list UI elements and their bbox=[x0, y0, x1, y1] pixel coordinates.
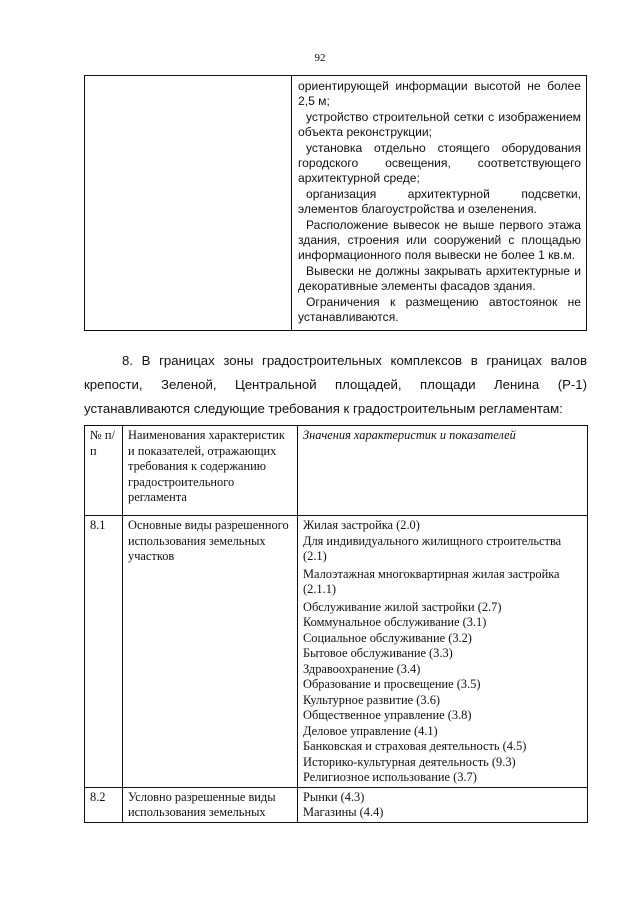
continuation-paragraph: Вывески не должны закрывать архитектурные и декоративные элементы фасадов здания. bbox=[298, 263, 581, 294]
row-name: Основные виды разрешенного использования земельных участков bbox=[123, 516, 298, 788]
row-number: 8.2 bbox=[85, 787, 123, 822]
value-item: Обслуживание жилой застройки (2.7) bbox=[303, 599, 502, 614]
header-name: Наименования характеристик и показателей, отражающих требования к содержанию градостроительного регламента bbox=[123, 426, 298, 516]
value-item: Социальное обслуживание (3.2) bbox=[303, 630, 472, 645]
continuation-paragraph: ориентирующей информации высотой не более 2,5 м; bbox=[298, 79, 581, 109]
row-values bbox=[298, 516, 588, 788]
continuation-paragraph: Расположение вывесок не выше первого этажа здания, строения или сооружений с площадью информационного поля вывески не более 1 кв.м. bbox=[298, 217, 581, 263]
continuation-paragraph: Ограничения к размещению автостоянок не устанавливаются. bbox=[298, 294, 581, 325]
value-item: Образование и просвещение (3.5) bbox=[303, 677, 481, 691]
continuation-paragraph: организация архитектурной подсветки, элементов благоустройства и озеленения. bbox=[298, 186, 581, 217]
header-values: Значения характеристик и показателей bbox=[298, 426, 588, 516]
value-item: Деловое управление (4.1) bbox=[303, 723, 438, 738]
value-item: Культурное развитие (3.6) bbox=[303, 692, 441, 707]
table-row bbox=[85, 516, 588, 788]
value-item: Коммунальное обслуживание (3.1) bbox=[303, 615, 487, 629]
continuation-table-divider bbox=[291, 76, 292, 330]
row-name: Условно разрешенные виды использования земельных bbox=[123, 787, 298, 822]
value-item: Общественное управление (3.8) bbox=[303, 708, 472, 722]
value-item: Историко-культурная деятельность (9.3) bbox=[303, 754, 516, 769]
value-item: Здравоохранение (3.4) bbox=[303, 661, 421, 676]
section-8-paragraph: 8. В границах зоны градостроительных комплексов в границах валов крепости, Зеленой, Центральной площадей, площади Ленина (Р-1) устанавливаются следующие требования к градостроительным регламентам: bbox=[84, 353, 587, 416]
value-item: Бытовое обслуживание (3.3) bbox=[303, 646, 453, 660]
table-header-row bbox=[85, 426, 588, 516]
value-item: Малоэтажная многоквартирная жилая застройка (2.1.1) bbox=[303, 566, 560, 596]
row-number: 8.1 bbox=[85, 516, 123, 788]
value-item: Рынки (4.3) bbox=[303, 789, 365, 804]
table-row bbox=[85, 787, 588, 822]
value-item: Религиозное использование (3.7) bbox=[303, 770, 477, 784]
header-number: № п/п bbox=[85, 426, 123, 516]
regulations-table bbox=[84, 425, 588, 823]
continuation-table bbox=[84, 75, 587, 331]
page-number: 92 bbox=[314, 52, 326, 64]
value-item: Банковская и страховая деятельность (4.5) bbox=[303, 739, 527, 753]
value-item: Магазины (4.4) bbox=[303, 805, 384, 819]
value-item: Для индивидуального жилищного строительства (2.1) bbox=[303, 533, 562, 563]
continuation-text-cell bbox=[298, 79, 581, 326]
continuation-paragraph: установка отдельно стоящего оборудования городского освещения, соответствующего архитектурной среде; bbox=[298, 140, 581, 186]
continuation-paragraph: устройство строительной сетки с изображением объекта реконструкции; bbox=[298, 109, 581, 140]
row-values bbox=[298, 787, 588, 822]
value-item: Жилая застройка (2.0) bbox=[303, 518, 420, 532]
